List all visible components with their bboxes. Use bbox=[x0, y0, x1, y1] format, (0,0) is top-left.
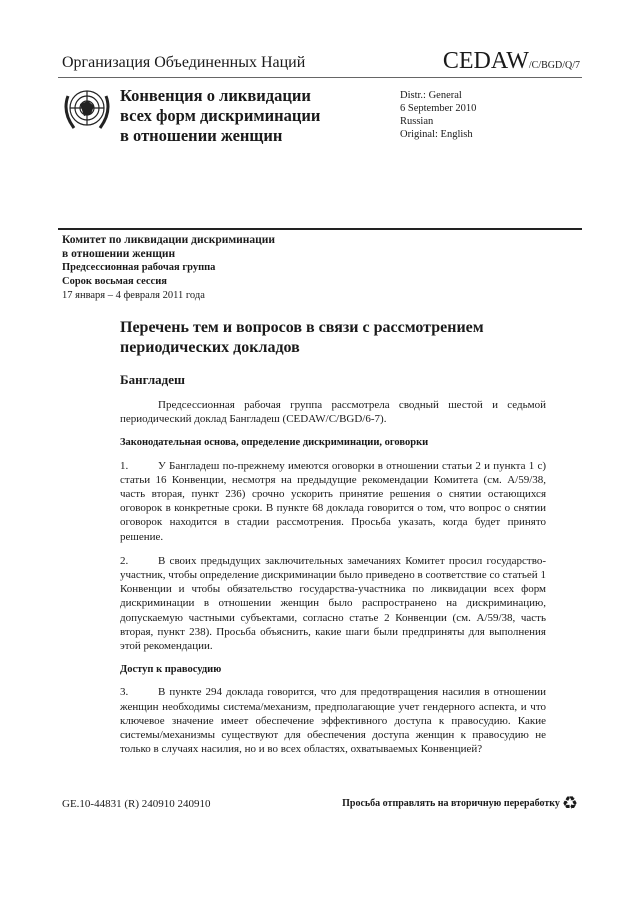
country-heading: Бангладеш bbox=[120, 372, 185, 387]
intro-paragraph: Предсессионная рабочая группа рассмотрела сводный шестой и седьмой периодический доклад Бангладеш (CEDAW/C/BGD/6-7). bbox=[120, 399, 546, 426]
numbered-paragraph bbox=[120, 685, 546, 756]
header-rule bbox=[58, 77, 582, 78]
convention-line: Конвенция о ликвидации bbox=[120, 86, 311, 105]
symbol-main: CEDAW bbox=[442, 48, 529, 74]
numbered-paragraph bbox=[120, 554, 546, 653]
original-language-line: Original: English bbox=[400, 129, 473, 140]
paragraph-text: В своих предыдущих заключительных замечаниях Комитет просил государство-участник, чтобы определение дискриминации было приведено в соответствие со статьей 1 Конвенции и чтобы обязательство государства-участника по ликвидации всех форм дискриминации в отношении женщин было распространено на дискриминацию, допускаемую частными субъектами, согласно статье 2 Конвенции (см. A/59/38, часть вторая, пункт 238). Просьба объяснить, какие шаги были предприняты для выполнения этой рекомендации. bbox=[120, 554, 546, 653]
numbered-paragraph bbox=[120, 459, 546, 544]
symbol-sub: /C/BGD/Q/7 bbox=[528, 60, 580, 71]
paragraph-text: В пункте 294 доклада говорится, что для предотвращения насилия в отношении женщин необходимы система/механизм, предполагающие учет гендерного аспекта, и что ключевое значение имеет обеспечение эффективного доступа к правосудию. Какие системы/механизмы существуют для обеспечения доступа женщин к правосудию не только в случаях насилия, но и во всех областях, охватываемых Конвенцией? bbox=[120, 686, 546, 756]
committee-block bbox=[62, 233, 275, 303]
job-number: GE.10-44831 (R) 240910 240910 bbox=[62, 798, 211, 810]
paragraph-number: 3. bbox=[120, 686, 129, 699]
document-body bbox=[120, 398, 546, 766]
section-heading: Доступ к правосудию bbox=[120, 664, 222, 676]
session-dates: 17 января – 4 февраля 2011 года bbox=[62, 290, 205, 301]
paragraph-number: 2. bbox=[120, 554, 129, 567]
paragraph-text: У Бангладеш по-прежнему имеются оговорки в отношении статьи 2 и пункта 1 c) статьи 16 Конвенции, несмотря на предыдущие рекомендации Комитета (см. A/59/38, часть вторая, пункт 236) срочно ускорить принятие решения о снятии остающихся оговорок в конкретные сроки. В пункте 68 доклада говорится о том, что вопрос о снятии оговорок находится в стадии рассмотрения. Просьба указать, когда будет принято решение. bbox=[120, 459, 546, 543]
working-group: Предсессионная рабочая группа bbox=[62, 262, 216, 273]
committee-name-cont: в отношении женщин bbox=[62, 248, 176, 260]
recycle-notice bbox=[342, 793, 578, 814]
date-line: 6 September 2010 bbox=[400, 103, 477, 114]
document-symbol bbox=[443, 48, 580, 75]
section-heading: Законодательная основа, определение дискриминации, оговорки bbox=[120, 437, 429, 449]
convention-line: всех форм дискриминации bbox=[120, 106, 321, 125]
document-title: Перечень тем и вопросов в связи с рассмотрением периодических докладов bbox=[120, 319, 484, 356]
distribution-info bbox=[400, 89, 476, 141]
session: Сорок восьмая сессия bbox=[62, 276, 167, 287]
convention-title bbox=[120, 86, 320, 146]
recycle-icon: ♻ bbox=[561, 793, 578, 813]
language-line: Russian bbox=[400, 116, 434, 127]
un-emblem-icon bbox=[60, 82, 114, 136]
organization-name: Организация Объединенных Наций bbox=[62, 54, 306, 71]
convention-line: в отношении женщин bbox=[120, 126, 283, 145]
distribution-line: Distr.: General bbox=[400, 90, 462, 101]
committee-name: Комитет по ликвидации дискриминации bbox=[62, 234, 276, 246]
paragraph-number: 1. bbox=[120, 459, 129, 472]
recycle-text: Просьба отправлять на вторичную переработку bbox=[342, 798, 560, 809]
section-rule bbox=[58, 228, 582, 230]
